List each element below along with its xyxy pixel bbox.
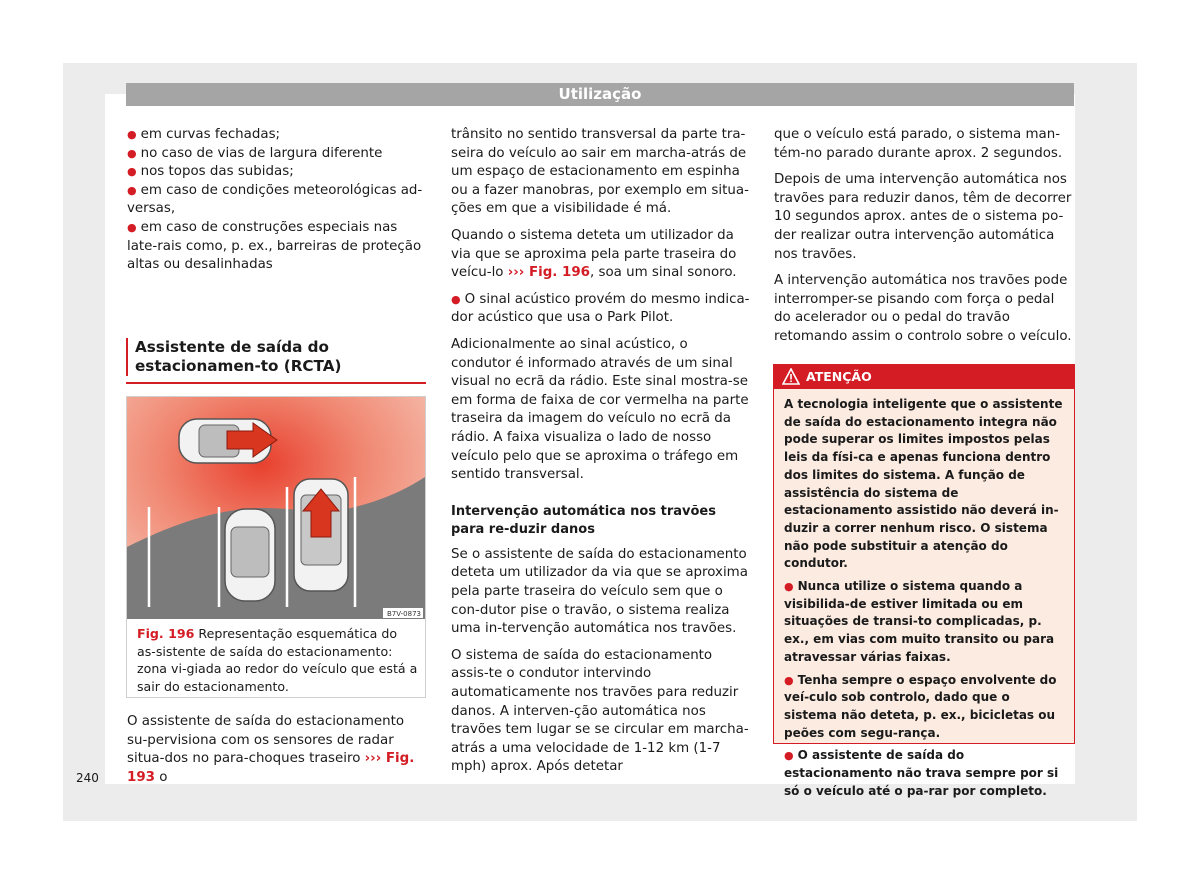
page-number: 240 bbox=[76, 771, 99, 785]
chapter-header: Utilização bbox=[126, 83, 1074, 106]
parked-car bbox=[225, 509, 275, 601]
list-item: ● O sinal acústico provém do mesmo indica-dor acústico que usa o Park Pilot. bbox=[451, 291, 750, 326]
bullet-icon: ● bbox=[784, 580, 794, 594]
column-3: que o veículo está parado, o sistema man-tém-no parado durante aprox. 2 segundos. Depois de uma intervenção automática nos travões para reduzir danos, têm de decorrer 10 segundos aprox. antes de o sistema po-der realizar outra intervenção automática nos travões. A intervenção automática nos travões pode interromper-se pisando com força o pedal do acelerador ou o pedal do travão retomando assim o controlo sobre o veículo. bbox=[774, 127, 1072, 344]
list-item: ● nos topos das subidas; bbox=[127, 164, 294, 180]
section-title: Assistente de saída do estacionamen-to (RCTA) bbox=[126, 338, 435, 376]
section-rule bbox=[126, 382, 426, 384]
list-item: ● O assistente de saída do estacionamento não trava sempre por si só o veículo até o pa-rar por completo. bbox=[784, 748, 1059, 798]
column-1 bbox=[127, 126, 427, 275]
warning-body: A tecnologia inteligente que o assistente de saída do estacionamento integra não pode superar os limites impostos pelas leis da físi-ca e apenas funciona dentro dos limites do sistema. A função de assistência do sistema de estacionamento assistido não deverá in-duzir a correr nenhum risco. O sistema não pode substituir a atenção do condutor. ● Nunca utilize o sistema quando a visibilida-de estiver limitada ou em situações de transi-to complicadas, p. ex., em vias com muito transito ou para atravessar várias faixas. ● Tenha sempre o espaço envolvente do veí-culo sob controlo, dado que o sistema não deteta, p. ex., bicicletas ou peões com segu-rança. ● O assistente de saída do estacionamento não trava sempre por si só o veículo até o pa-rar por completo. bbox=[774, 389, 1074, 800]
bullet-icon: ● bbox=[127, 220, 137, 234]
bullet-icon: ● bbox=[784, 749, 794, 763]
list-item: ● em caso de condições meteorológicas ad-versas, bbox=[127, 182, 423, 217]
figure-link[interactable]: ››› Fig. 193 bbox=[127, 751, 415, 785]
bullet-icon: ● bbox=[451, 292, 461, 306]
list-item: ● no caso de vias de largura diferente bbox=[127, 145, 383, 161]
warning-icon bbox=[782, 368, 800, 385]
column-2: trânsito no sentido transversal da parte tra-seira do veículo ao sair em marcha-atrás de um espaço de estacionamento em espinha ou a fazer manobras, por exemplo em situa-ções em que a visibilidade é má. Quando o sistema deteta um utilizador da via que se aproxima pela parte traseira do veícu-lo ››› Fig. 196, soa um sinal sonoro. ● O sinal acústico provém do mesmo indica-dor acústico que usa o Park Pilot. Adicionalmente ao sinal acústico, o condutor é informado através de um sinal visual no ecrã da rádio. Este sinal mostra-se em forma de faixa de cor vermelha na parte traseira da imagem do veículo no ecrã da rádio. A faixa visualiza o lado de nosso veículo pelo que se aproxima o tráfego em sentido transversal. Intervenção automática nos travões para re-duzir danos Se o assistente de saída do estacionamento deteta um utilizador da via que se aproxima pela parte traseira do veículo sem que o con-dutor pise o travão, o sistema realiza uma in-tervenção automática nos travões. O sistema de saída do estacionamento assis-te o condutor intervindo automaticamente nos travões para reduzir danos. A interven-ção automática nos travões tem lugar se se circular em marcha-atrás a uma velocidade de 1-12 km (1-7 mph) aprox. Após detetar bbox=[451, 127, 750, 775]
list-item: ● em caso de construções especiais nas late-rais como, p. ex., barreiras de proteção altas ou desalinhadas bbox=[127, 219, 422, 273]
list-item: ● Nunca utilize o sistema quando a visibilida-de estiver limitada ou em situações de transi-to complicadas, p. ex., em vias com muito transito ou para atravessar várias faixas. bbox=[784, 579, 1055, 664]
bullet-icon: ● bbox=[127, 165, 137, 179]
figure-196 bbox=[126, 396, 426, 698]
figure-code: B7V-0873 bbox=[387, 610, 421, 618]
list-item: ● Tenha sempre o espaço envolvente do veí-culo sob controlo, dado que o sistema não deteta, p. ex., bicicletas ou peões com segu-rança. bbox=[784, 672, 1057, 740]
list-item: ● em curvas fechadas; bbox=[127, 127, 281, 142]
bullet-icon: ● bbox=[127, 128, 137, 141]
figure-link[interactable]: ››› Fig. 196 bbox=[507, 265, 590, 281]
rcta-illustration bbox=[127, 397, 425, 619]
bullet-icon: ● bbox=[127, 183, 137, 197]
warning-header bbox=[774, 365, 1074, 389]
warning-title: ATENÇÃO bbox=[806, 369, 872, 384]
figure-ref: Fig. 196 bbox=[137, 626, 195, 641]
bullet-icon: ● bbox=[127, 146, 137, 160]
bullet-icon: ● bbox=[784, 673, 794, 687]
subheading: Intervenção automática nos travões para re-duzir danos bbox=[451, 503, 716, 538]
warning-box bbox=[773, 364, 1075, 798]
figure-caption: Fig. 196 Representação esquemática do as-sistente de saída do estacionamento: zona vi-giada ao redor do veículo que está a sair do estacionamento. bbox=[137, 626, 418, 694]
column-1-paragraph: O assistente de saída do estacionamento su-pervisiona com os sensores de radar situa-dos no para-choques traseiro ››› Fig. 193 o bbox=[127, 714, 415, 785]
